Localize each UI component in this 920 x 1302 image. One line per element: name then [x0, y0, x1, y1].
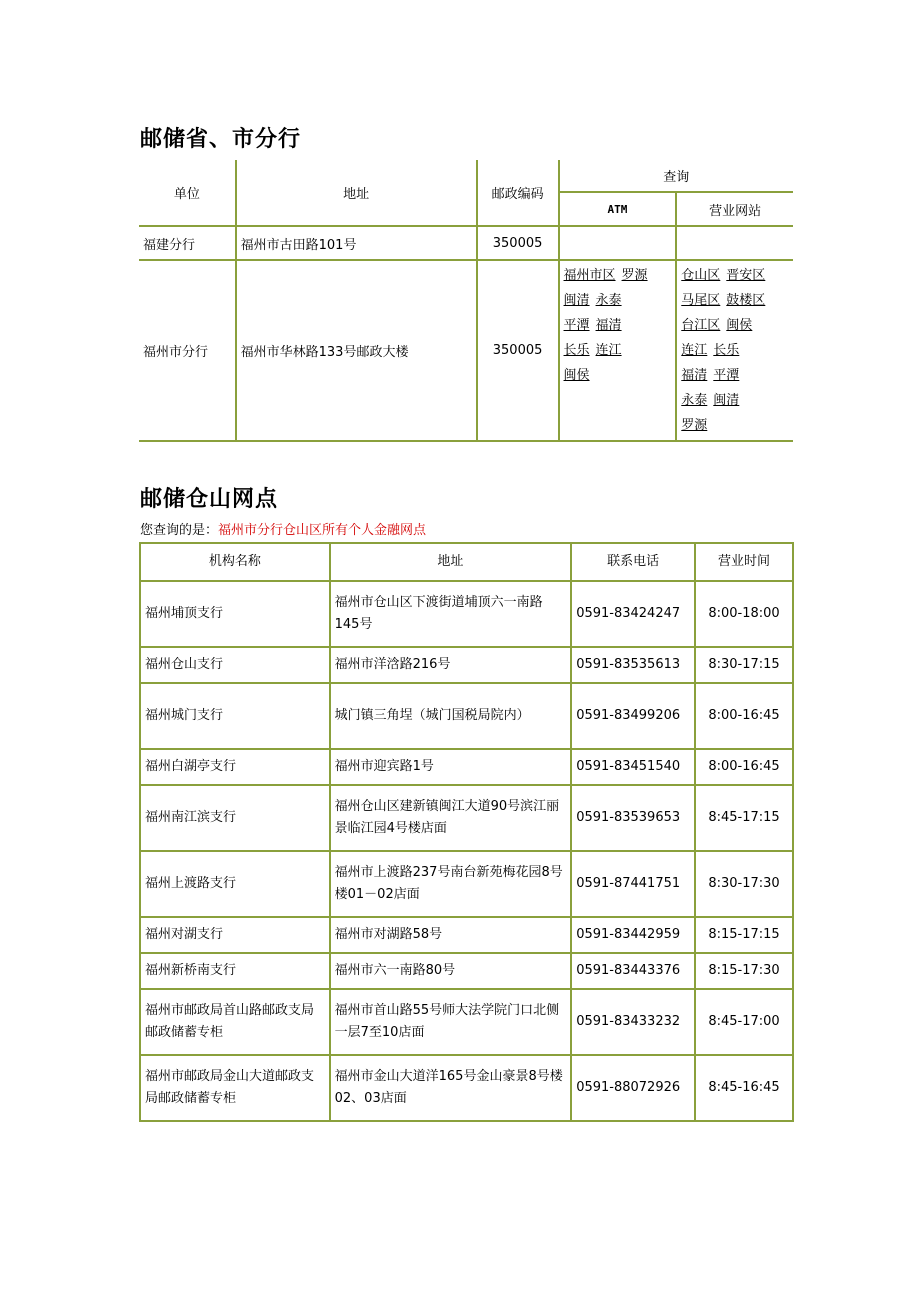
outlet-address-cell: 福州市上渡路237号南台新苑梅花园8号楼01－02店面	[330, 851, 572, 917]
region-link[interactable]: 罗源	[621, 268, 648, 283]
outlet-phone-cell: 0591-83443376	[571, 953, 695, 989]
region-link[interactable]: 永泰	[681, 393, 708, 408]
outlet-hours-cell: 8:15-17:30	[695, 953, 793, 989]
header-query: 查询	[559, 160, 793, 192]
outlet-address-cell: 福州市对湖路58号	[330, 917, 572, 953]
outlet-phone-cell: 0591-83499206	[571, 683, 695, 749]
outlet-hours-cell: 8:00-16:45	[695, 683, 793, 749]
outlet-name-cell: 福州埔顶支行	[140, 581, 330, 647]
outlet-phone-cell: 0591-83424247	[571, 581, 695, 647]
outlet-hours-cell: 8:00-16:45	[695, 749, 793, 785]
region-link[interactable]: 福州市区	[563, 268, 616, 283]
outlet-hours-cell: 8:30-17:30	[695, 851, 793, 917]
outlet-address-cell: 福州市六一南路80号	[330, 953, 572, 989]
region-link[interactable]: 平潭	[563, 318, 590, 333]
outlet-hours-cell: 8:30-17:15	[695, 647, 793, 683]
outlet-phone-cell: 0591-83442959	[571, 917, 695, 953]
query-label: 您查询的是：	[140, 523, 219, 538]
region-link[interactable]: 福清	[595, 318, 622, 333]
table-row	[140, 581, 793, 647]
header-unit: 单位	[139, 160, 236, 226]
outlet-name-cell: 福州市邮政局金山大道邮政支局邮政储蓄专柜	[140, 1055, 330, 1121]
outlet-phone-cell: 0591-88072926	[571, 1055, 695, 1121]
table-row	[140, 917, 793, 953]
table-row	[140, 749, 793, 785]
outlet-phone-cell: 0591-83433232	[571, 989, 695, 1055]
address-cell: 福州市华林路133号邮政大楼	[236, 260, 477, 441]
region-link[interactable]: 福清	[681, 368, 708, 383]
region-link[interactable]: 闽清	[713, 393, 740, 408]
atm-links	[559, 260, 677, 441]
table-row	[140, 953, 793, 989]
section-title-cangshan: 邮储仓山网点	[140, 487, 279, 512]
region-link[interactable]: 永泰	[595, 293, 622, 308]
address-cell: 福州市古田路101号	[236, 226, 477, 260]
table-row	[139, 226, 793, 260]
region-link[interactable]: 闽侯	[726, 318, 753, 333]
region-link[interactable]: 仓山区	[681, 268, 721, 283]
outlet-phone-cell: 0591-83539653	[571, 785, 695, 851]
header-atm: ATM	[559, 192, 677, 226]
outlet-hours-cell: 8:00-18:00	[695, 581, 793, 647]
header-postcode: 邮政编码	[477, 160, 559, 226]
outlets-table	[139, 542, 794, 1122]
header-outlets: 营业网站	[676, 192, 793, 226]
header-phone: 联系电话	[571, 543, 695, 581]
section-title-branches: 邮储省、市分行	[140, 127, 302, 152]
table-row	[140, 1055, 793, 1121]
outlet-address-cell: 福州市仓山区下渡街道埔顶六一南路145号	[330, 581, 572, 647]
branches-table	[139, 160, 793, 442]
header-address: 地址	[236, 160, 477, 226]
region-link[interactable]: 长乐	[563, 343, 590, 358]
outlet-name-cell: 福州新桥南支行	[140, 953, 330, 989]
outlet-hours-cell: 8:15-17:15	[695, 917, 793, 953]
region-link[interactable]: 晋安区	[726, 268, 766, 283]
outlet-address-cell: 福州市金山大道洋165号金山豪景8号楼02、03店面	[330, 1055, 572, 1121]
outlet-phone-cell: 0591-83535613	[571, 647, 695, 683]
header-name: 机构名称	[140, 543, 330, 581]
outlet-address-cell: 福州市首山路55号师大法学院门口北侧一层7至10店面	[330, 989, 572, 1055]
outlet-name-cell: 福州南江滨支行	[140, 785, 330, 851]
table-row	[140, 851, 793, 917]
outlets-cell	[676, 226, 793, 260]
outlet-address-cell: 城门镇三角埕（城门国税局院内）	[330, 683, 572, 749]
outlet-hours-cell: 8:45-17:00	[695, 989, 793, 1055]
atm-cell	[559, 226, 677, 260]
query-line	[140, 519, 426, 538]
outlet-phone-cell: 0591-87441751	[571, 851, 695, 917]
region-link[interactable]: 鼓楼区	[726, 293, 766, 308]
outlet-name-cell: 福州仓山支行	[140, 647, 330, 683]
header-address: 地址	[330, 543, 572, 581]
table-row	[140, 989, 793, 1055]
region-link[interactable]: 连江	[681, 343, 708, 358]
table-row	[140, 785, 793, 851]
region-link[interactable]: 长乐	[713, 343, 740, 358]
outlet-name-cell: 福州城门支行	[140, 683, 330, 749]
table-row	[140, 647, 793, 683]
outlet-links	[676, 260, 793, 441]
outlet-phone-cell: 0591-83451540	[571, 749, 695, 785]
unit-cell: 福州市分行	[139, 260, 236, 441]
outlet-address-cell: 福州市洋浛路216号	[330, 647, 572, 683]
region-link[interactable]: 罗源	[681, 418, 708, 433]
region-link[interactable]: 马尾区	[681, 293, 721, 308]
outlet-name-cell: 福州上渡路支行	[140, 851, 330, 917]
region-link[interactable]: 连江	[595, 343, 622, 358]
outlet-address-cell: 福州仓山区建新镇闽江大道90号滨江丽景临江园4号楼店面	[330, 785, 572, 851]
region-link[interactable]: 闽侯	[563, 368, 590, 383]
postcode-cell: 350005	[477, 226, 559, 260]
postcode-cell: 350005	[477, 260, 559, 441]
outlet-name-cell: 福州市邮政局首山路邮政支局邮政储蓄专柜	[140, 989, 330, 1055]
unit-cell: 福建分行	[139, 226, 236, 260]
region-link[interactable]: 台江区	[681, 318, 721, 333]
header-hours: 营业时间	[695, 543, 793, 581]
region-link[interactable]: 平潭	[713, 368, 740, 383]
table-row	[139, 260, 793, 441]
outlet-hours-cell: 8:45-17:15	[695, 785, 793, 851]
table-row	[140, 683, 793, 749]
region-link[interactable]: 闽清	[563, 293, 590, 308]
outlet-name-cell: 福州对湖支行	[140, 917, 330, 953]
outlet-address-cell: 福州市迎宾路1号	[330, 749, 572, 785]
outlet-name-cell: 福州白湖亭支行	[140, 749, 330, 785]
query-value: 福州市分行仓山区所有个人金融网点	[218, 523, 427, 538]
outlet-hours-cell: 8:45-16:45	[695, 1055, 793, 1121]
